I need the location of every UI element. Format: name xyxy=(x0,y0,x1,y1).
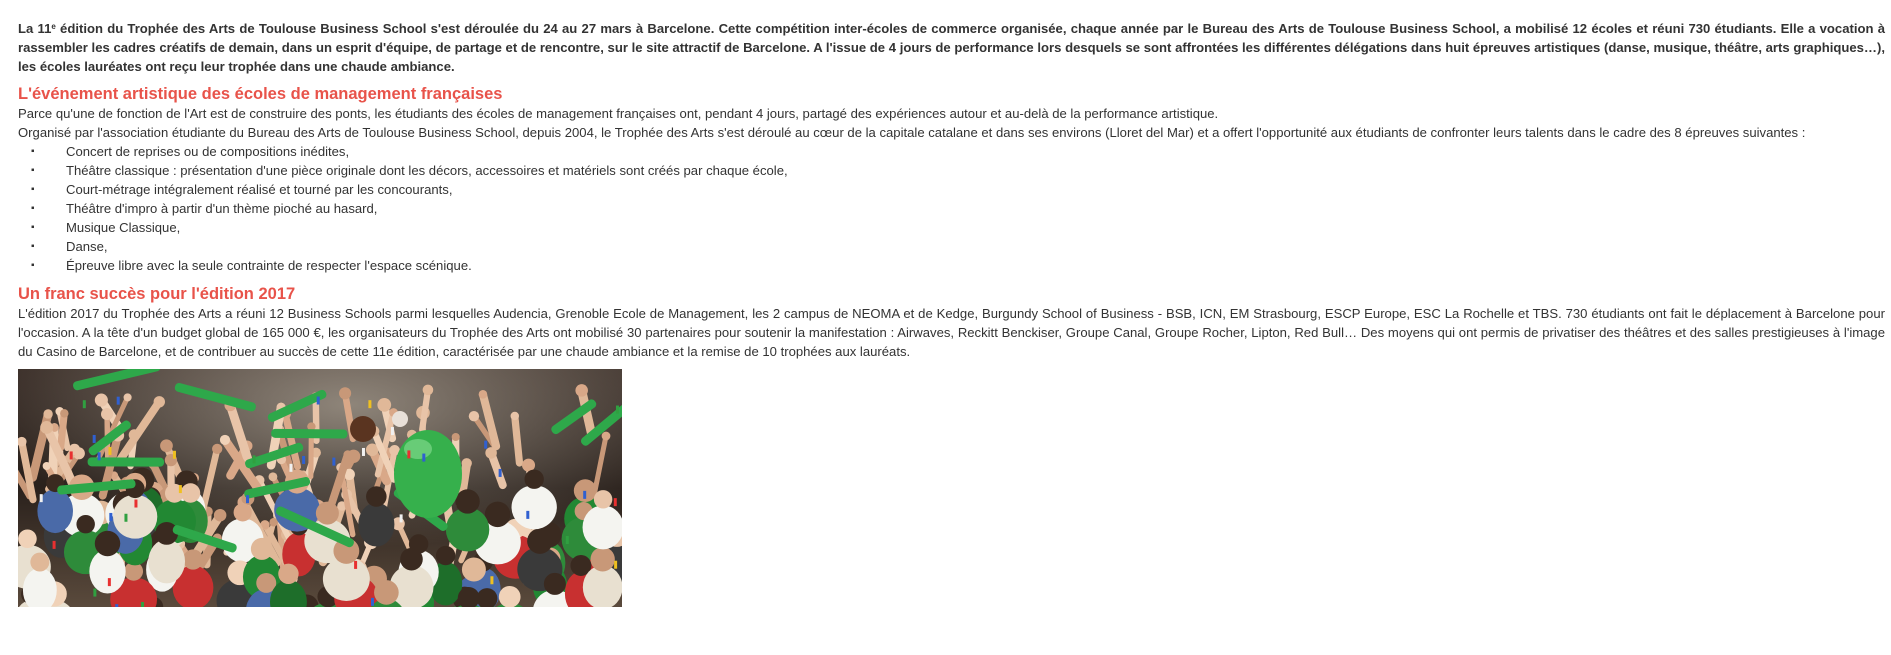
list-item-text: Musique Classique, xyxy=(66,220,181,235)
event-paragraph-1: Parce qu'une de fonction de l'Art est de construire des ponts, les étudiants des écoles de management françaises ont, pendant 4 jours, partagé des expériences autour et au-delà de la performance artistique. xyxy=(18,106,1219,121)
list-item-text: Théâtre d'impro à partir d'un thème pioché au hasard, xyxy=(66,201,378,216)
intro-text-start: La 11 xyxy=(18,21,52,36)
list-item xyxy=(18,256,1885,275)
list-item-text: Court-métrage intégralement réalisé et tourné par les concourants, xyxy=(66,182,453,197)
crowd-photo xyxy=(18,369,622,607)
list-item xyxy=(18,237,1885,256)
article xyxy=(18,19,1885,607)
bullet-icon: ▪ xyxy=(31,222,35,233)
bullet-icon: ▪ xyxy=(31,241,35,252)
list-item-text: Théâtre classique : présentation d'une pièce originale dont les décors, accessoires et matériels sont créés par chaque école, xyxy=(66,163,788,178)
bullet-icon: ▪ xyxy=(31,184,35,195)
list-item xyxy=(18,180,1885,199)
event-list xyxy=(18,142,1885,275)
list-item xyxy=(18,218,1885,237)
list-item xyxy=(18,161,1885,180)
list-item xyxy=(18,199,1885,218)
section-heading-event: L'événement artistique des écoles de management françaises xyxy=(18,85,503,103)
bullet-icon: ▪ xyxy=(31,165,35,176)
section-heading-success: Un franc succès pour l'édition 2017 xyxy=(18,285,296,303)
intro-text-rest: édition du Trophée des Arts de Toulouse Business School s'est déroulée du 24 au 27 mars à Barcelone. Cette compétition inter-écoles de commerce organisée, chaque année par le Bureau des Arts de Toulouse Business School, a mobilisé 12 écoles et réuni 730 étudiants. Elle a vocation à rassembler les cadres créatifs de demain, dans un esprit d'équipe, de partage et de rencontre, sur le site attractif de Barcelone. A l'issue de 4 jours de performance lors desquels se sont affrontées les différentes délégations dans huit épreuves artistiques (danse, musique, théâtre, arts graphiques…), les écoles lauréates ont reçu leur trophée dans une chaude ambiance. xyxy=(18,21,1885,74)
event-paragraph-2: Organisé par l'association étudiante du Bureau des Arts de Toulouse Business School, depuis 2004, le Trophée des Arts s'est déroulé au cœur de la capitale catalane et dans ses environs (Lloret del Mar) et a offert l'opportunité aux étudiants de confronter leurs talents dans le cadre des 8 épreuves suivantes : xyxy=(18,125,1806,140)
intro-superscript: e xyxy=(51,21,56,31)
list-item xyxy=(18,142,1885,161)
list-item-text: Épreuve libre avec la seule contrainte de respecter l'espace scénique. xyxy=(66,258,472,273)
list-item-text: Concert de reprises ou de compositions inédites, xyxy=(66,144,350,159)
crowd-illustration xyxy=(18,369,622,607)
intro-paragraph xyxy=(18,19,1885,76)
bullet-icon: ▪ xyxy=(31,203,35,214)
success-paragraph: L'édition 2017 du Trophée des Arts a réuni 12 Business Schools parmi lesquelles Audencia, Grenoble Ecole de Management, les 2 campus de NEOMA et de Kedge, Burgundy School of Business - BSB, ICN, EM Strasbourg, ESCP Europe, ESC La Rochelle et TBS. 730 étudiants ont fait le déplacement à Barcelone pour l'occasion. A la tête d'un budget global de 165 000 €, les organisateurs du Trophée des Arts ont mobilisé 30 partenaires pour soutenir la manifestation : Airwaves, Reckitt Benckiser, Groupe Canal, Groupe Rocher, Lipton, Red Bull… Des moyens qui ont permis de privatiser des théâtres et des salles prestigieuses à l'image du Casino de Barcelone, et de contribuer au succès de cette 11e édition, caractérisée par une chaude ambiance et la remise de 10 trophées aux lauréats. xyxy=(18,306,1885,359)
bullet-icon: ▪ xyxy=(31,146,35,157)
bullet-icon: ▪ xyxy=(31,260,35,271)
list-item-text: Danse, xyxy=(66,239,108,254)
